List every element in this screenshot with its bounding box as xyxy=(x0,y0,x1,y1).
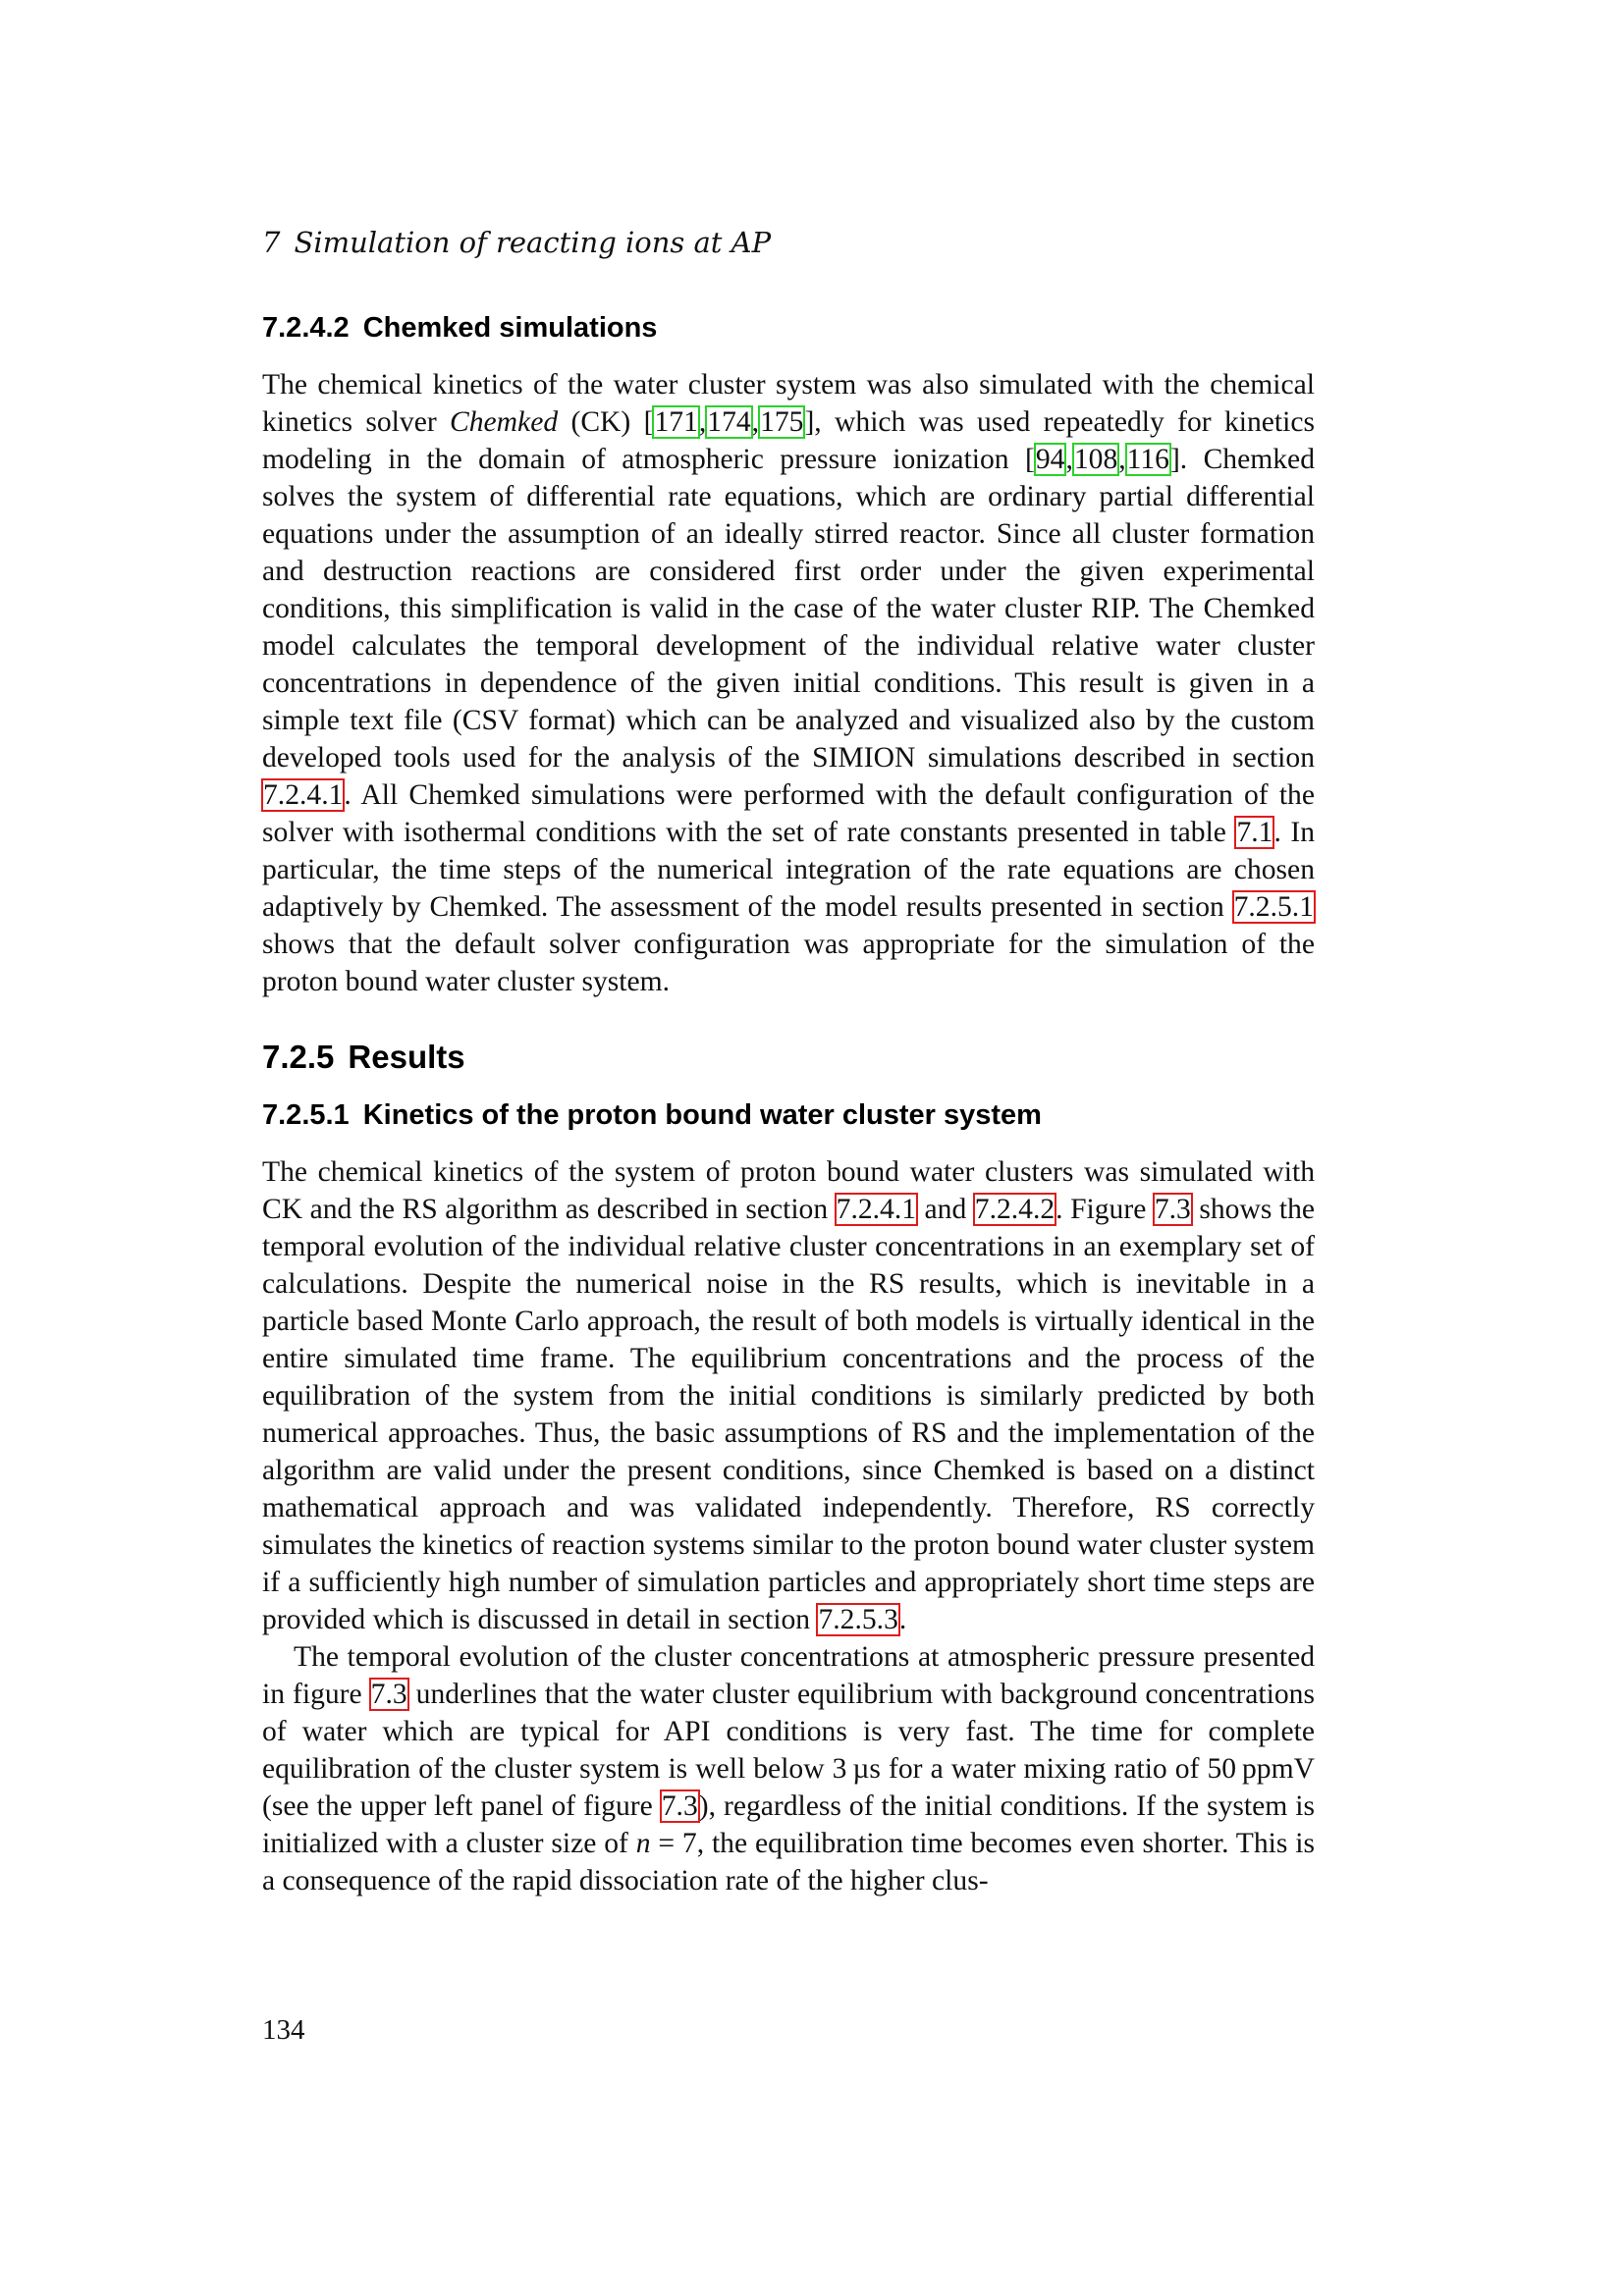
citation-link[interactable]: 116 xyxy=(1126,444,1169,475)
citation-link[interactable]: 175 xyxy=(760,406,804,438)
section-number: 7.2.5 xyxy=(262,1039,335,1075)
table-crossref-link[interactable]: 7.1 xyxy=(1236,817,1273,848)
section-number: 7.2.5.1 xyxy=(262,1099,350,1131)
section-heading-7-2-5-1 xyxy=(262,1096,1315,1134)
section-title: Chemked simulations xyxy=(362,312,658,344)
running-head-chapter-title: Simulation of reacting ions at AP xyxy=(294,226,772,259)
main-content xyxy=(262,309,1315,1899)
citation-link[interactable]: 94 xyxy=(1035,444,1065,475)
paragraph-kinetics-2: The temporal evolution of the cluster concentrations at atmospheric pressure presented in figure 7.3 underlines that the water cluster equilibrium with background concentrations of water which are typical for API conditions is very fast. The time for complete equilibration of the cluster system is well below 3 µs for a water mixing ratio of 50 ppmV (see the upper left panel of figure 7.3), regardless of the initial conditions. If the system is initialized with a cluster size of n = 7, the equilibration time becomes even shorter. This is a consequence of the rapid dissociation rate of the higher clus- xyxy=(262,1641,1315,1896)
section-title: Results xyxy=(348,1039,465,1075)
section-crossref-link[interactable]: 7.2.5.3 xyxy=(818,1604,898,1635)
running-head xyxy=(262,226,771,259)
section-heading-7-2-5 xyxy=(262,1038,1315,1077)
section-crossref-link[interactable]: 7.2.4.2 xyxy=(974,1194,1056,1225)
paragraph-chemked-simulations: The chemical kinetics of the water cluster system was also simulated with the chemical kinetics solver Chemked (CK) [171,174,175], which was used repeatedly for kinetics modeling in the domain of atmospheric pressure ionization [94,108,116]. Chemked solves the system of differential rate equations, which are ordinary partial differential equations under the assumption of an ideally stirred reactor. Since all cluster formation and destruction reactions are considered first order under the given experimental conditions, this simplification is valid in the case of the water cluster RIP. The Chemked model calculates the temporal development of the individual relative water cluster concentrations in dependence of the given initial conditions. This result is given in a simple text file (CSV format) which can be analyzed and visualized also by the custom developed tools used for the analysis of the SIMION simulations described in section 7.2.4.1. All Chemked simulations were performed with the default configuration of the solver with isothermal conditions with the set of rate constants presented in table 7.1. In particular, the time steps of the numerical integration of the rate equations are chosen adaptively by Chemked. The assessment of the model results presented in section 7.2.5.1 shows that the default solver configuration was appropriate for the simulation of the proton bound water cluster system. xyxy=(262,369,1315,997)
page-number: 134 xyxy=(262,2014,305,2046)
solver-name: Chemked xyxy=(450,406,559,438)
citation-link[interactable]: 171 xyxy=(654,406,698,438)
section-crossref-link[interactable]: 7.2.5.1 xyxy=(1233,891,1314,923)
running-head-chapter-number: 7 xyxy=(262,226,281,259)
section-crossref-link[interactable]: 7.2.4.1 xyxy=(263,779,344,811)
figure-crossref-link[interactable]: 7.3 xyxy=(661,1790,698,1822)
section-title: Kinetics of the proton bound water cluster system xyxy=(362,1099,1042,1131)
section-number: 7.2.4.2 xyxy=(262,312,350,344)
section-heading-7-2-4-2 xyxy=(262,309,1315,347)
figure-crossref-link[interactable]: 7.3 xyxy=(370,1679,407,1710)
math-variable-n: n xyxy=(635,1828,651,1859)
section-crossref-link[interactable]: 7.2.4.1 xyxy=(836,1194,917,1225)
figure-crossref-link[interactable]: 7.3 xyxy=(1154,1194,1191,1225)
citation-link[interactable]: 174 xyxy=(707,406,751,438)
paragraph-kinetics-1: The chemical kinetics of the system of proton bound water clusters was simulated with CK and the RS algorithm as described in section 7.2.4.1 and 7.2.4.2. Figure 7.3 shows the temporal evolution of the individual relative cluster concentrations in an exemplary set of calculations. Despite the numerical noise in the RS results, which is inevitable in a particle based Monte Carlo approach, the result of both models is virtually identical in the entire simulated time frame. The equilibrium concentrations and the process of the equilibration of the system from the initial conditions is similarly predicted by both numerical approaches. Thus, the basic assumptions of RS and the implementation of the algorithm are valid under the present conditions, since Chemked is based on a distinct mathematical approach and was validated independently. Therefore, RS correctly simulates the kinetics of reaction systems similar to the proton bound water cluster system if a sufficiently high number of simulation particles and appropriately short time steps are provided which is discussed in detail in section 7.2.5.3. xyxy=(262,1156,1315,1635)
citation-link[interactable]: 108 xyxy=(1073,444,1118,475)
